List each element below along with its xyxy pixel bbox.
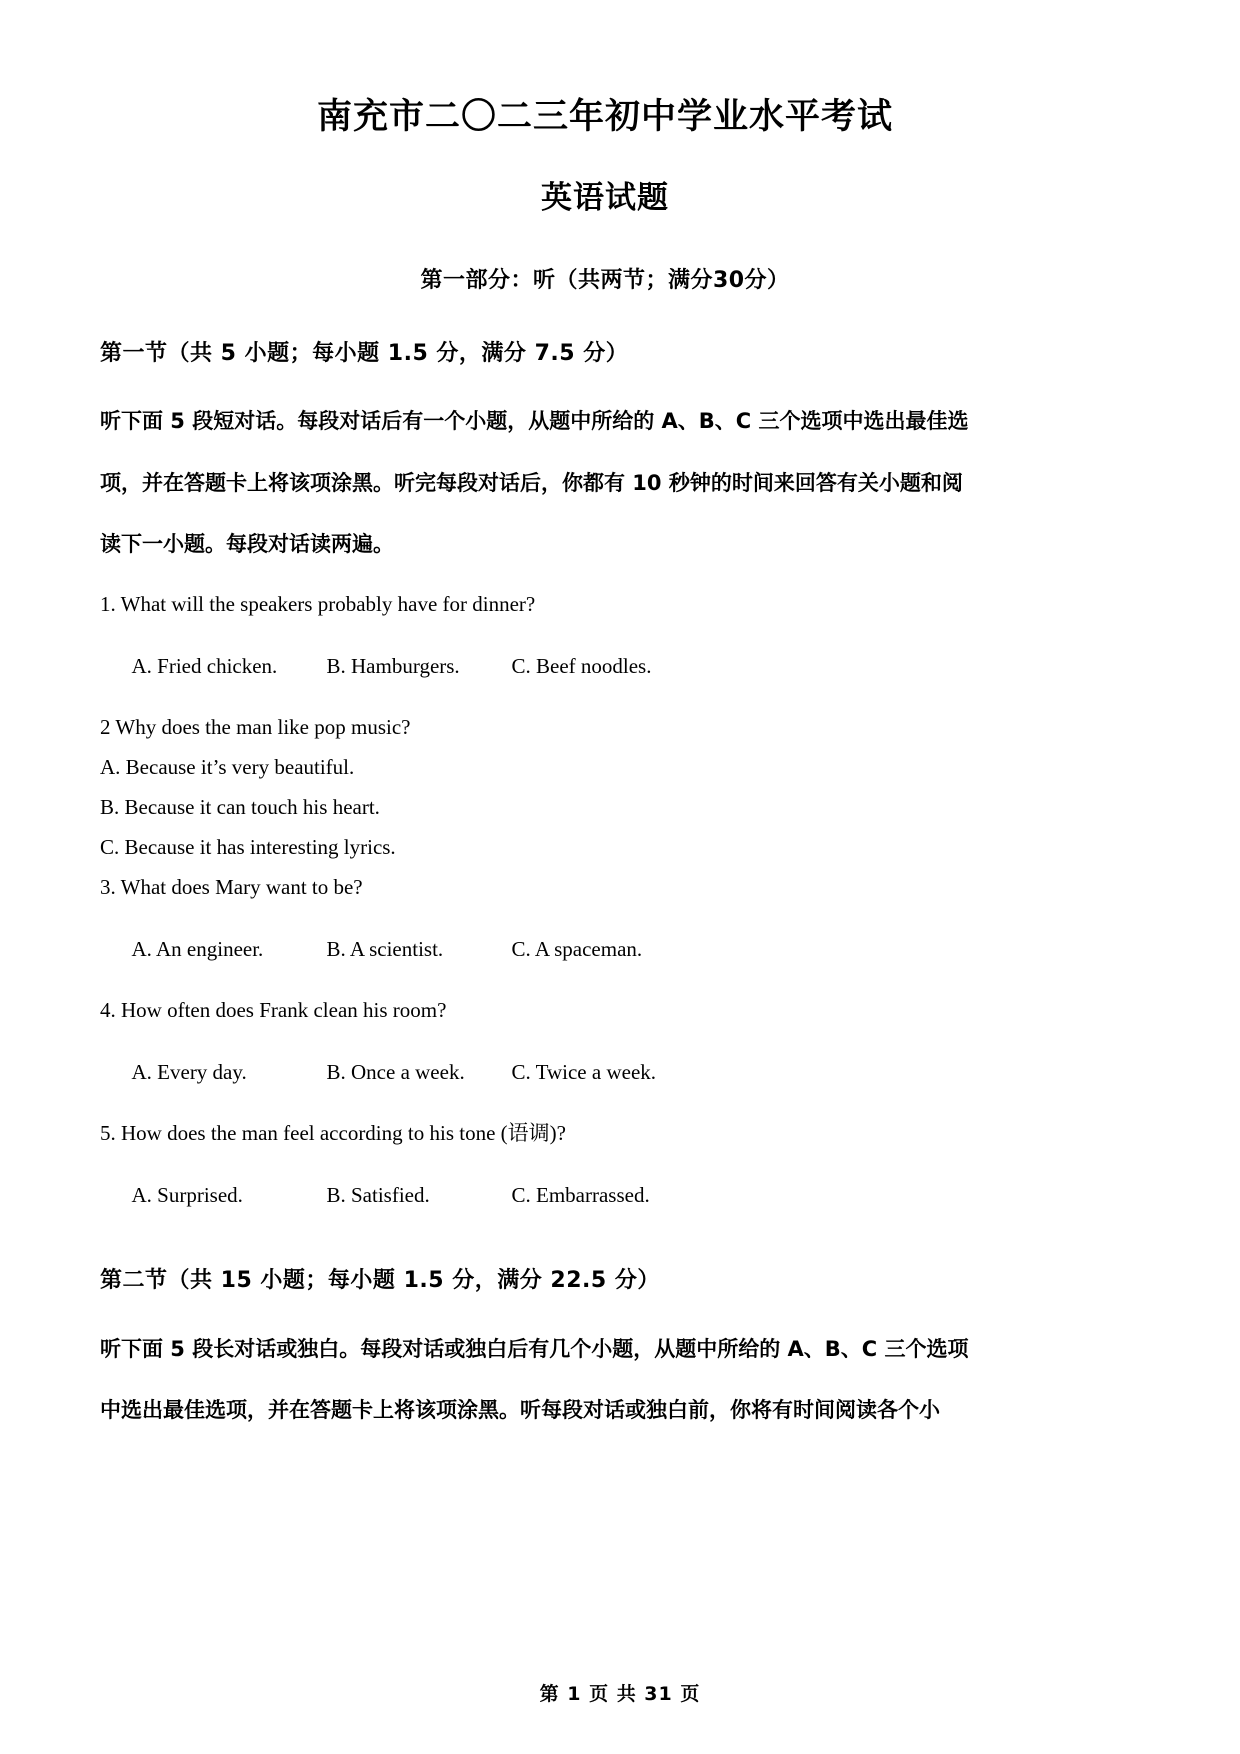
question-stem: 5. How does the man feel according to his tone (语调)? xyxy=(100,1121,566,1146)
option-row xyxy=(100,1144,1110,1227)
option-a[interactable]: A. Because it’s very beautiful. xyxy=(100,755,355,780)
section-two-heading: 第二节（共 15 小题；每小题 1.5 分，满分 22.5 分） xyxy=(100,1268,660,1294)
question-stem: 2 Why does the man like pop music? xyxy=(100,715,411,740)
page-title: 南充市二〇二三年初中学业水平考试 xyxy=(316,97,893,137)
option-b[interactable]: B. Hamburgers. xyxy=(326,654,460,679)
section-one-instruction-line-3: 读下一小题。每段对话读两遍。 xyxy=(100,531,394,556)
option-row xyxy=(100,898,1110,981)
option-c[interactable]: C. Embarrassed. xyxy=(511,1183,650,1208)
page-content xyxy=(100,0,1110,1424)
option-row xyxy=(100,1021,1110,1104)
section-two-instruction-line-1: 听下面 5 段长对话或独白。每段对话或独白后有几个小题，从题中所给的 A、B、C 三个选项 xyxy=(100,1336,969,1361)
option-c[interactable]: C. Beef noodles. xyxy=(511,654,652,679)
option-b[interactable]: B. Because it can touch his heart. xyxy=(100,795,380,820)
option-b[interactable]: B. Once a week. xyxy=(326,1060,465,1085)
section-two-instruction-line-2: 中选出最佳选项，并在答题卡上将该项涂黑。听每段对话或独白前，你将有时间阅读各个小 xyxy=(100,1398,940,1423)
option-a[interactable]: A. Fried chicken. xyxy=(131,654,278,679)
page-subtitle: 英语试题 xyxy=(541,180,669,216)
question-stem: 3. What does Mary want to be? xyxy=(100,875,363,900)
option-c[interactable]: C. Twice a week. xyxy=(511,1060,657,1085)
option-c[interactable]: C. A spaceman. xyxy=(511,937,643,962)
question-stem: 1. What will the speakers probably have for dinner? xyxy=(100,592,536,617)
option-a[interactable]: A. Surprised. xyxy=(131,1183,243,1208)
section-one-instruction-line-1: 听下面 5 段短对话。每段对话后有一个小题，从题中所给的 A、B、C 三个选项中选出最佳选 xyxy=(100,409,969,434)
section-one-instruction-line-2: 项，并在答题卡上将该项涂黑。听完每段对话后，你都有 10 秒钟的时间来回答有关小题和阅 xyxy=(100,470,963,495)
option-b[interactable]: B. A scientist. xyxy=(326,937,444,962)
section-one-heading: 第一节（共 5 小题；每小题 1.5 分，满分 7.5 分） xyxy=(100,340,629,366)
option-c[interactable]: C. Because it has interesting lyrics. xyxy=(100,835,396,860)
option-a[interactable]: A. Every day. xyxy=(131,1060,247,1085)
question-stem: 4. How often does Frank clean his room? xyxy=(100,998,447,1023)
option-a[interactable]: A. An engineer. xyxy=(131,937,264,962)
part-one-header: 第一部分：听（共两节；满分30分） xyxy=(420,268,790,294)
option-row xyxy=(100,615,1110,698)
page-footer: 第 1 页 共 31 页 xyxy=(539,1683,701,1705)
option-b[interactable]: B. Satisfied. xyxy=(326,1183,430,1208)
